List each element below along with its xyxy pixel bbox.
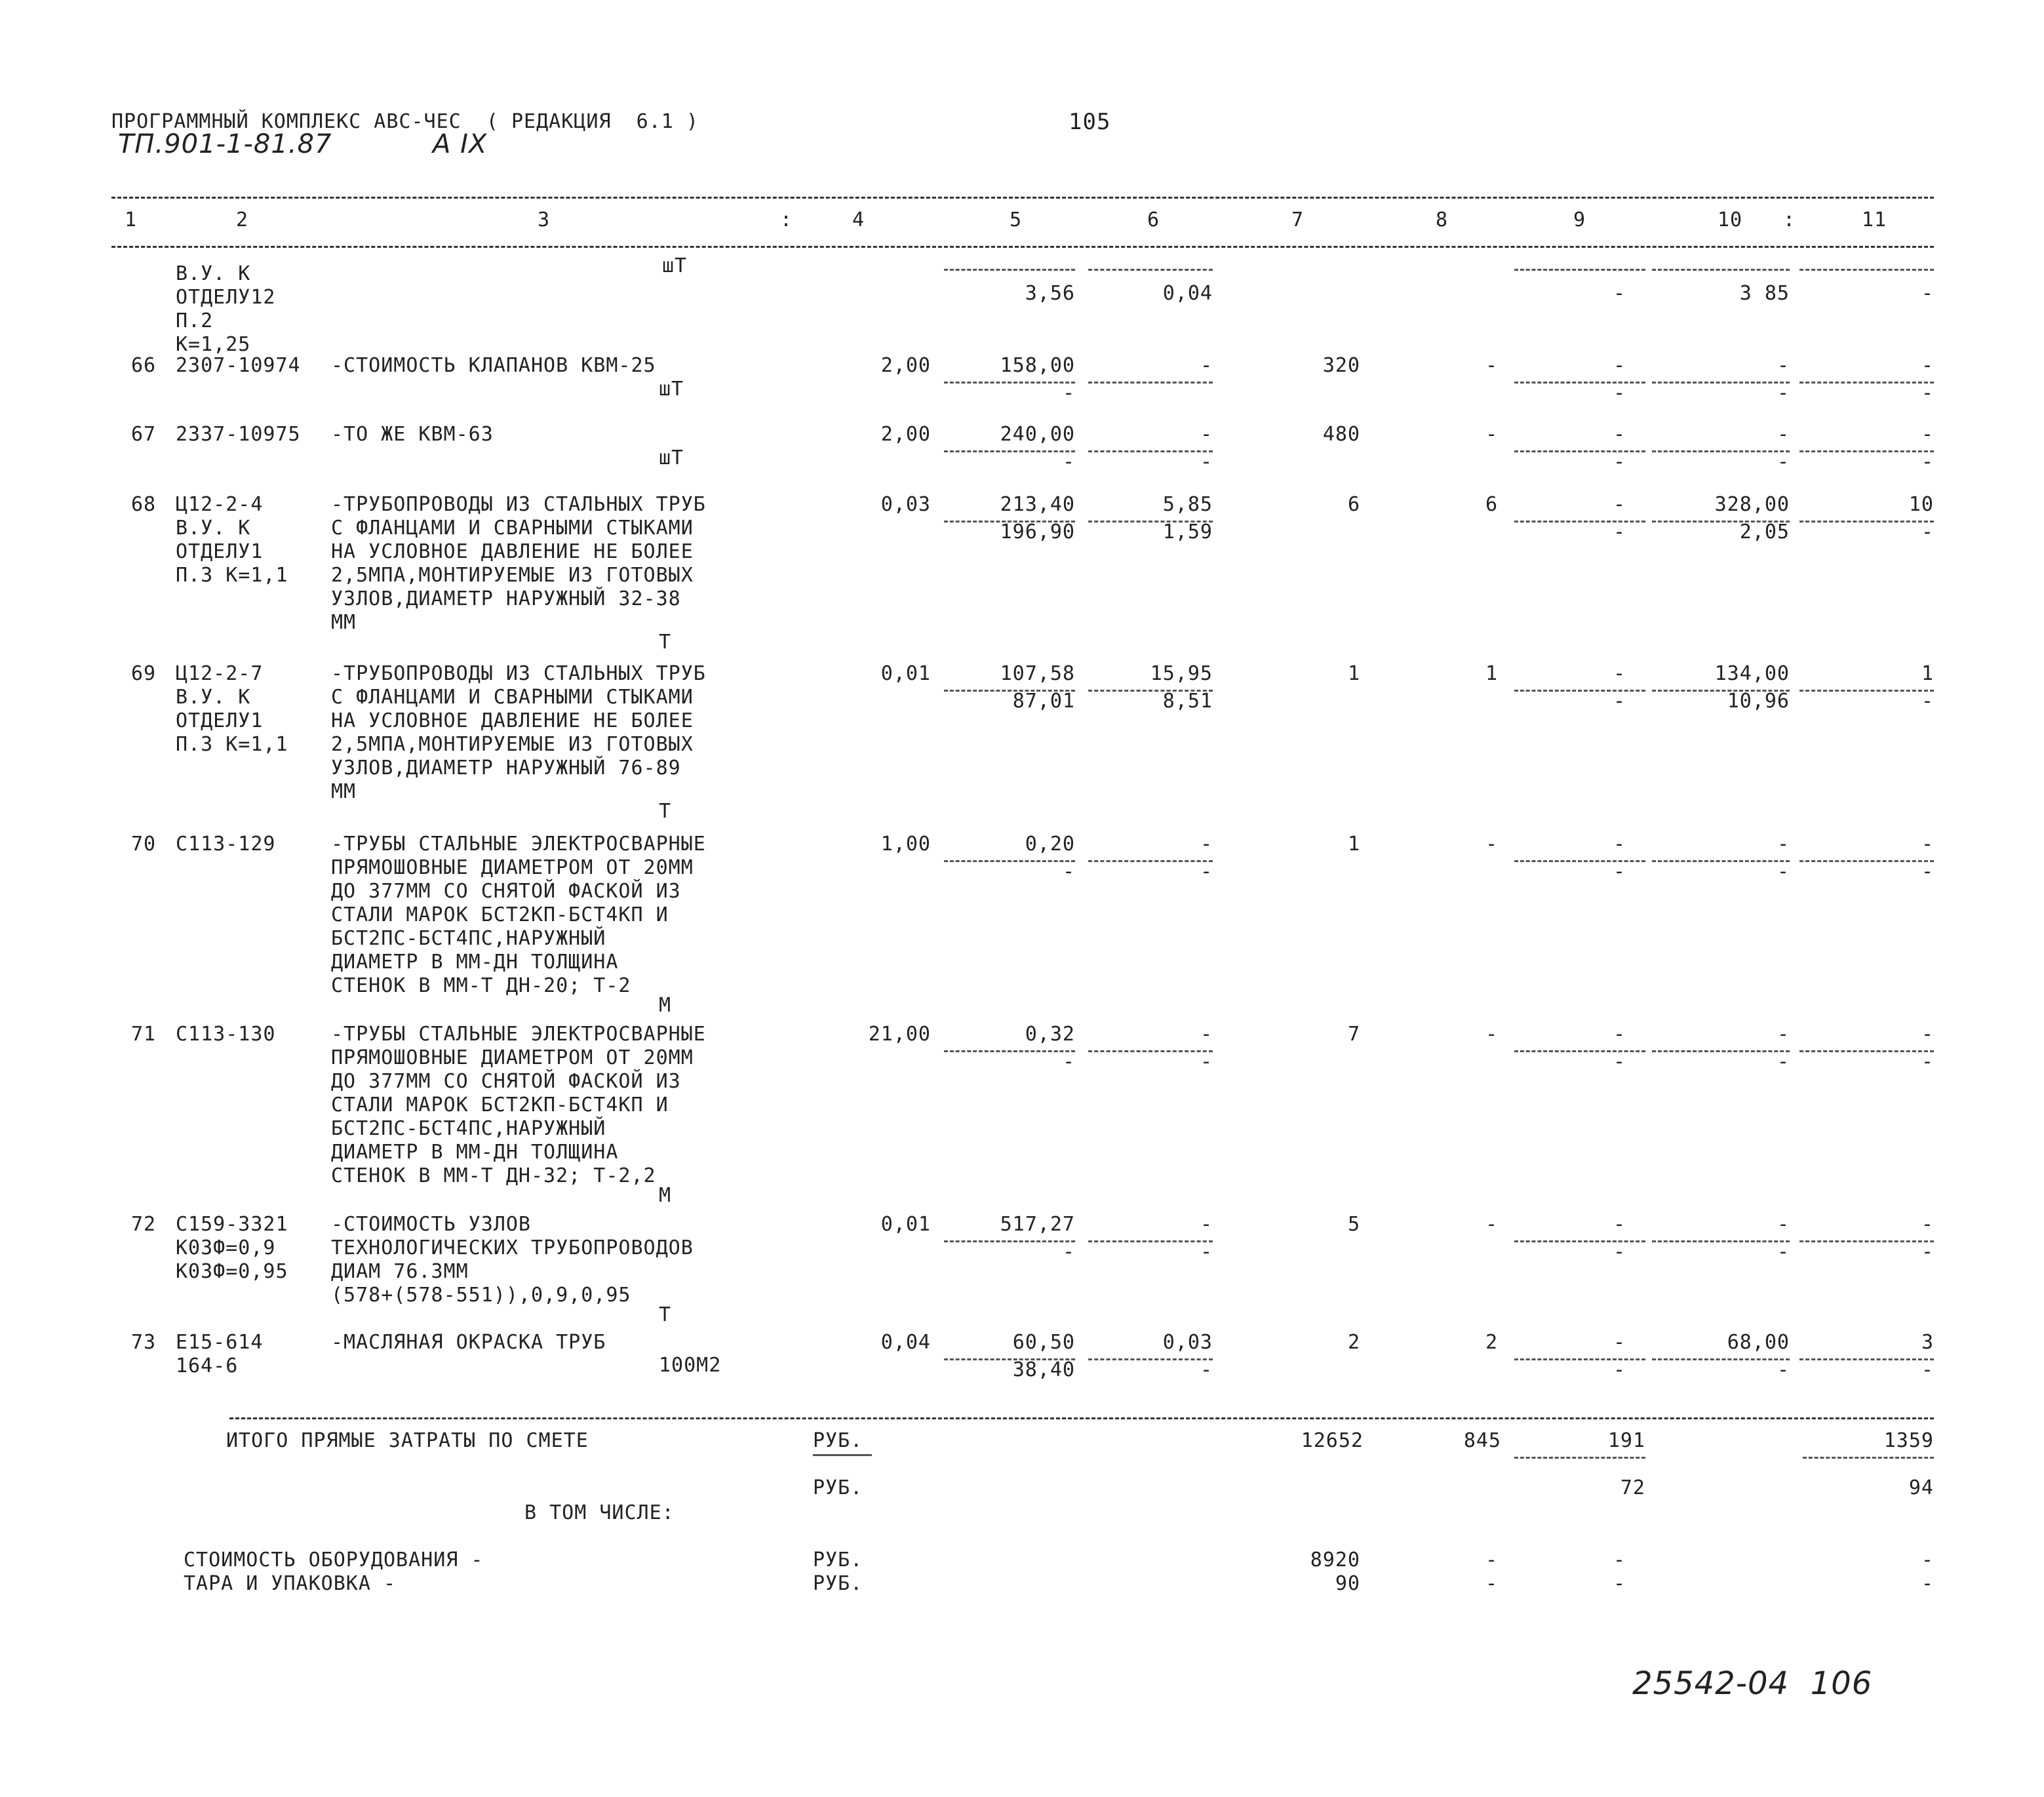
- column-header-10: 9: [1573, 208, 1586, 231]
- row-code: К03Ф=0,95: [176, 1260, 288, 1283]
- col9-rule: [1514, 269, 1645, 271]
- row-code: Ц12-2-7: [176, 662, 264, 685]
- col5-lower: 87,01: [1012, 690, 1075, 713]
- row-description: -ТО ЖЕ КВМ-63: [331, 423, 494, 446]
- totals-col9: 191: [1607, 1429, 1645, 1452]
- col10-upper: 328,00: [1714, 493, 1790, 516]
- col5-lower: 196,90: [1000, 521, 1075, 543]
- col11-upper: -: [1921, 1023, 1934, 1046]
- col8-value: 1: [1485, 662, 1498, 685]
- col11-lower: -: [1921, 521, 1934, 543]
- col11-lower: -: [1921, 860, 1934, 883]
- col10-upper: -: [1777, 354, 1790, 377]
- row-quantity: 21,00: [868, 1023, 931, 1046]
- header-rule-bottom: [111, 246, 1934, 248]
- row-description: БСТ2ПС-БСТ4ПС,НАРУЖНЫЙ: [331, 927, 606, 950]
- row-description: УЗЛОВ,ДИАМЕТР НАРУЖНЫЙ 76-89: [331, 757, 681, 780]
- col5-lower: -: [1062, 450, 1075, 473]
- row-code: 2307-10974: [176, 354, 301, 377]
- row-code: ОТДЕЛУ12: [176, 286, 276, 309]
- row-unit: 100М2: [659, 1354, 722, 1377]
- column-header-4: :: [780, 208, 793, 231]
- row-description: ДИАМЕТР В ММ-ДН ТОЛЩИНА: [331, 951, 619, 974]
- row-number: 73: [131, 1331, 157, 1354]
- col8-value: 6: [1485, 493, 1498, 516]
- col11-upper: -: [1921, 1213, 1934, 1236]
- col10-lower: 10,96: [1727, 690, 1790, 713]
- col5-rule: [944, 269, 1075, 271]
- row-code: ОТДЕЛУ1: [176, 540, 264, 563]
- col5-upper: 240,00: [1000, 423, 1075, 446]
- row-code: П.3 К=1,1: [176, 733, 288, 756]
- row-number: 67: [131, 423, 157, 446]
- col9-upper: -: [1613, 833, 1626, 856]
- row-code: П.3 К=1,1: [176, 564, 288, 587]
- column-header-5: 4: [852, 208, 865, 231]
- col10-lower: -: [1777, 450, 1790, 473]
- col10-upper: -: [1777, 833, 1790, 856]
- row-description: СТАЛИ МАРОК БСТ2КП-БСТ4КП И: [331, 1094, 669, 1116]
- row-description: ТЕХНОЛОГИЧЕСКИХ ТРУБОПРОВОДОВ: [331, 1236, 694, 1259]
- row-description: БСТ2ПС-БСТ4ПС,НАРУЖНЫЙ: [331, 1117, 606, 1140]
- col6-lower: 1,59: [1162, 521, 1213, 543]
- row-description: СТЕНОК В ММ-Т ДН-20; Т-2: [331, 974, 631, 997]
- col7-value: 480: [1322, 423, 1360, 446]
- extra-col9: -: [1613, 1572, 1626, 1595]
- column-header-7: 6: [1147, 208, 1160, 231]
- col6-lower: -: [1200, 860, 1213, 883]
- row-number: 68: [131, 493, 157, 516]
- col9-lower: -: [1613, 450, 1626, 473]
- row-description: СТЕНОК В ММ-Т ДН-32; Т-2,2: [331, 1164, 656, 1187]
- totals-col8: 845: [1463, 1429, 1501, 1452]
- handwritten-note: 25542-04 106: [1632, 1665, 1873, 1702]
- row-description: -СТОИМОСТЬ УЗЛОВ: [331, 1213, 531, 1236]
- row-code: В.У. К: [176, 517, 251, 540]
- row-quantity: 0,04: [880, 1331, 931, 1354]
- extra-label: СТОИМОСТЬ ОБОРУДОВАНИЯ -: [184, 1549, 484, 1571]
- row-description: ПРЯМОШОВНЫЕ ДИАМЕТРОМ ОТ 20ММ: [331, 1046, 694, 1069]
- row-description: С ФЛАНЦАМИ И СВАРНЫМИ СТЫКАМИ: [331, 686, 694, 709]
- col5-lower: -: [1062, 860, 1075, 883]
- col6-upper: -: [1200, 354, 1213, 377]
- col10-rule: [1652, 269, 1790, 271]
- col5-lower: -: [1062, 382, 1075, 405]
- row-code: ОТДЕЛУ1: [176, 709, 264, 732]
- col10-lower: -: [1777, 1240, 1790, 1263]
- col7-value: 6: [1347, 493, 1360, 516]
- extra-col7: 90: [1335, 1572, 1360, 1595]
- extra-col7: 8920: [1310, 1549, 1360, 1571]
- col8-value: -: [1485, 1023, 1498, 1046]
- col6-upper: -: [1200, 1213, 1213, 1236]
- col6-lower: 0,04: [1162, 282, 1213, 305]
- col7-value: 5: [1347, 1213, 1360, 1236]
- doc-code: ТП.901-1-81.87: [118, 129, 332, 159]
- page-number: 105: [1069, 109, 1111, 135]
- col11-lower: -: [1921, 690, 1934, 713]
- row-code: С113-130: [176, 1023, 276, 1046]
- row-code: 164-6: [176, 1354, 239, 1377]
- col10-lower: 2,05: [1739, 521, 1790, 543]
- col7-value: 2: [1347, 1331, 1360, 1354]
- totals-col9b: 72: [1620, 1476, 1645, 1499]
- column-header-2: 2: [236, 208, 249, 231]
- row-description: С ФЛАНЦАМИ И СВАРНЫМИ СТЫКАМИ: [331, 517, 694, 540]
- row-description: 2,5МПА,МОНТИРУЕМЫЕ ИЗ ГОТОВЫХ: [331, 564, 694, 587]
- col10-lower: -: [1777, 860, 1790, 883]
- col9-lower: -: [1613, 860, 1626, 883]
- col6-lower: -: [1200, 1240, 1213, 1263]
- totals-col7: 12652: [1301, 1429, 1364, 1452]
- extra-col11: -: [1921, 1572, 1934, 1595]
- row-description: (578+(578-551)),0,9,0,95: [331, 1284, 631, 1307]
- totals-col9-rule: [1514, 1457, 1645, 1459]
- row-description: ДО 377ММ СО СНЯТОЙ ФАСКОЙ ИЗ: [331, 880, 681, 903]
- col10-upper: 134,00: [1714, 662, 1790, 685]
- row-description: ММ: [331, 780, 357, 803]
- row-description: -ТРУБОПРОВОДЫ ИЗ СТАЛЬНЫХ ТРУБ: [331, 493, 706, 516]
- col10-lower: -: [1777, 382, 1790, 405]
- extra-col9: -: [1613, 1549, 1626, 1571]
- col8-value: 2: [1485, 1331, 1498, 1354]
- including-label: В ТОМ ЧИСЛЕ:: [524, 1501, 675, 1524]
- col10-lower: -: [1777, 1358, 1790, 1381]
- row-unit: М: [659, 994, 672, 1017]
- col10-upper: -: [1777, 1213, 1790, 1236]
- extra-label: ТАРА И УПАКОВКА -: [184, 1572, 397, 1595]
- col11-lower: -: [1921, 382, 1934, 405]
- col6-upper: 5,85: [1162, 493, 1213, 516]
- col6-upper: -: [1200, 1023, 1213, 1046]
- column-header-11: 10: [1718, 208, 1743, 231]
- col11-upper: -: [1921, 833, 1934, 856]
- totals-col11: 1359: [1883, 1429, 1934, 1452]
- col5-lower: -: [1062, 1050, 1075, 1073]
- row-description: СТАЛИ МАРОК БСТ2КП-БСТ4КП И: [331, 903, 669, 926]
- row-unit: Т: [659, 800, 672, 823]
- totals-unit-rule: [813, 1454, 872, 1456]
- col9-upper: -: [1613, 1331, 1626, 1354]
- row-number: 72: [131, 1213, 157, 1236]
- row-unit: шТ: [659, 446, 684, 469]
- row-description: НА УСЛОВНОЕ ДАВЛЕНИЕ НЕ БОЛЕЕ: [331, 709, 694, 732]
- col9-lower: -: [1613, 1358, 1626, 1381]
- col9-upper: -: [1613, 1213, 1626, 1236]
- row-number: 66: [131, 354, 157, 377]
- row-quantity: 0,01: [880, 1213, 931, 1236]
- column-header-8: 7: [1291, 208, 1305, 231]
- col9-lower: -: [1613, 282, 1626, 305]
- col11-lower: -: [1921, 282, 1934, 305]
- col5-upper: 213,40: [1000, 493, 1075, 516]
- col11-lower: -: [1921, 1050, 1934, 1073]
- row-code: К03Ф=0,9: [176, 1236, 276, 1259]
- row-number: 71: [131, 1023, 157, 1046]
- row-code: Ц12-2-4: [176, 493, 264, 516]
- header-rule-top: [111, 197, 1934, 199]
- col9-upper: -: [1613, 354, 1626, 377]
- col6-lower: -: [1200, 1358, 1213, 1381]
- col9-lower: -: [1613, 690, 1626, 713]
- totals-unit2: РУБ.: [813, 1476, 863, 1499]
- col10-upper: -: [1777, 1023, 1790, 1046]
- col10-lower: -: [1777, 1050, 1790, 1073]
- col5-upper: 0,32: [1025, 1023, 1075, 1046]
- row-code: В.У. К: [176, 686, 251, 709]
- row-code: 2337-10975: [176, 423, 301, 446]
- col6-upper: -: [1200, 833, 1213, 856]
- column-header-1: 1: [125, 208, 138, 231]
- col9-lower: -: [1613, 521, 1626, 543]
- column-header-13: 11: [1862, 208, 1887, 231]
- col9-upper: -: [1613, 423, 1626, 446]
- col11-upper: -: [1921, 354, 1934, 377]
- row-description: НА УСЛОВНОЕ ДАВЛЕНИЕ НЕ БОЛЕЕ: [331, 540, 694, 563]
- totals-label: ИТОГО ПРЯМЫЕ ЗАТРАТЫ ПО СМЕТЕ: [226, 1429, 589, 1452]
- col6-upper: 15,95: [1150, 662, 1213, 685]
- col5-lower: -: [1062, 1240, 1075, 1263]
- extra-col8: -: [1485, 1549, 1498, 1571]
- row-code: С113-129: [176, 833, 276, 856]
- col5-upper: 107,58: [1000, 662, 1075, 685]
- col6-lower: -: [1200, 1050, 1213, 1073]
- col6-upper: -: [1200, 423, 1213, 446]
- col7-value: 320: [1322, 354, 1360, 377]
- row-code: К=1,25: [176, 333, 251, 356]
- row-description: УЗЛОВ,ДИАМЕТР НАРУЖНЫЙ 32-38: [331, 587, 681, 610]
- extra-unit: РУБ.: [813, 1572, 863, 1595]
- col11-upper: 10: [1908, 493, 1934, 516]
- col8-value: -: [1485, 833, 1498, 856]
- row-code: Е15-614: [176, 1331, 264, 1354]
- col5-upper: 158,00: [1000, 354, 1075, 377]
- column-header-12: :: [1783, 208, 1796, 231]
- row-code: С159-3321: [176, 1213, 288, 1236]
- col9-upper: -: [1613, 662, 1626, 685]
- column-header-6: 5: [1010, 208, 1023, 231]
- col6-lower: 8,51: [1162, 690, 1213, 713]
- col8-value: -: [1485, 354, 1498, 377]
- row-description: -ТРУБЫ СТАЛЬНЫЕ ЭЛЕКТРОСВАРНЫЕ: [331, 1023, 706, 1046]
- row-quantity: 1,00: [880, 833, 931, 856]
- col7-value: 1: [1347, 662, 1360, 685]
- col11-lower: -: [1921, 1358, 1934, 1381]
- col11-lower: -: [1921, 1240, 1934, 1263]
- totals-col11b: 94: [1908, 1476, 1934, 1499]
- col11-upper: 3: [1921, 1331, 1934, 1354]
- col5-upper: 517,27: [1000, 1213, 1075, 1236]
- row-description: 2,5МПА,МОНТИРУЕМЫЕ ИЗ ГОТОВЫХ: [331, 733, 694, 756]
- col7-value: 7: [1347, 1023, 1360, 1046]
- col9-lower: -: [1613, 1050, 1626, 1073]
- row-description: ДО 377ММ СО СНЯТОЙ ФАСКОЙ ИЗ: [331, 1070, 681, 1093]
- totals-rule: [229, 1417, 1934, 1419]
- album-mark: А IX: [433, 129, 488, 159]
- col7-value: 1: [1347, 833, 1360, 856]
- program-header: ПРОГРАММНЫЙ КОМПЛЕКС АВС-ЧЕС ( РЕДАКЦИЯ 6.1 ): [111, 110, 699, 133]
- row-description: ММ: [331, 611, 357, 634]
- row-quantity: 0,01: [880, 662, 931, 685]
- row-description: -ТРУБЫ СТАЛЬНЫЕ ЭЛЕКТРОСВАРНЫЕ: [331, 833, 706, 856]
- totals-unit: РУБ.: [813, 1429, 863, 1452]
- column-header-9: 8: [1436, 208, 1449, 231]
- row-description: ДИАМ 76.3ММ: [331, 1260, 469, 1283]
- row-unit: шТ: [662, 254, 688, 277]
- col8-value: -: [1485, 1213, 1498, 1236]
- totals-col11-rule: [1803, 1457, 1934, 1459]
- col8-value: -: [1485, 423, 1498, 446]
- row-description: -СТОИМОСТЬ КЛАПАНОВ КВМ-25: [331, 354, 656, 377]
- row-number: 69: [131, 662, 157, 685]
- row-description: ДИАМЕТР В ММ-ДН ТОЛЩИНА: [331, 1141, 619, 1164]
- col11-upper: -: [1921, 423, 1934, 446]
- extra-unit: РУБ.: [813, 1549, 863, 1571]
- col9-lower: -: [1613, 1240, 1626, 1263]
- column-header-3: 3: [538, 208, 551, 231]
- col10-lower: 3 85: [1739, 282, 1790, 305]
- col5-lower: 38,40: [1012, 1358, 1075, 1381]
- col9-upper: -: [1613, 493, 1626, 516]
- row-quantity: 0,03: [880, 493, 931, 516]
- extra-col11: -: [1921, 1549, 1934, 1571]
- row-unit: шТ: [659, 378, 684, 401]
- col6-lower: -: [1200, 450, 1213, 473]
- col6-upper: 0,03: [1162, 1331, 1213, 1354]
- row-unit: Т: [659, 631, 672, 654]
- row-code: В.У. К: [176, 262, 251, 285]
- row-number: 70: [131, 833, 157, 856]
- row-quantity: 2,00: [880, 423, 931, 446]
- col10-upper: 68,00: [1727, 1331, 1790, 1354]
- col9-lower: -: [1613, 382, 1626, 405]
- col10-upper: -: [1777, 423, 1790, 446]
- col11-upper: 1: [1921, 662, 1934, 685]
- row-code: П.2: [176, 309, 214, 332]
- row-unit: М: [659, 1184, 672, 1207]
- row-description: -ТРУБОПРОВОДЫ ИЗ СТАЛЬНЫХ ТРУБ: [331, 662, 706, 685]
- col6-rule: [1088, 382, 1213, 384]
- row-quantity: 2,00: [880, 354, 931, 377]
- col5-upper: 60,50: [1012, 1331, 1075, 1354]
- col11-lower: -: [1921, 450, 1934, 473]
- col5-upper: 0,20: [1025, 833, 1075, 856]
- col6-rule: [1088, 269, 1213, 271]
- row-description: ПРЯМОШОВНЫЕ ДИАМЕТРОМ ОТ 20ММ: [331, 856, 694, 879]
- extra-col8: -: [1485, 1572, 1498, 1595]
- col9-upper: -: [1613, 1023, 1626, 1046]
- col5-lower: 3,56: [1025, 282, 1075, 305]
- col11-rule: [1799, 269, 1934, 271]
- row-unit: Т: [659, 1303, 672, 1326]
- row-description: -МАСЛЯНАЯ ОКРАСКА ТРУБ: [331, 1331, 606, 1354]
